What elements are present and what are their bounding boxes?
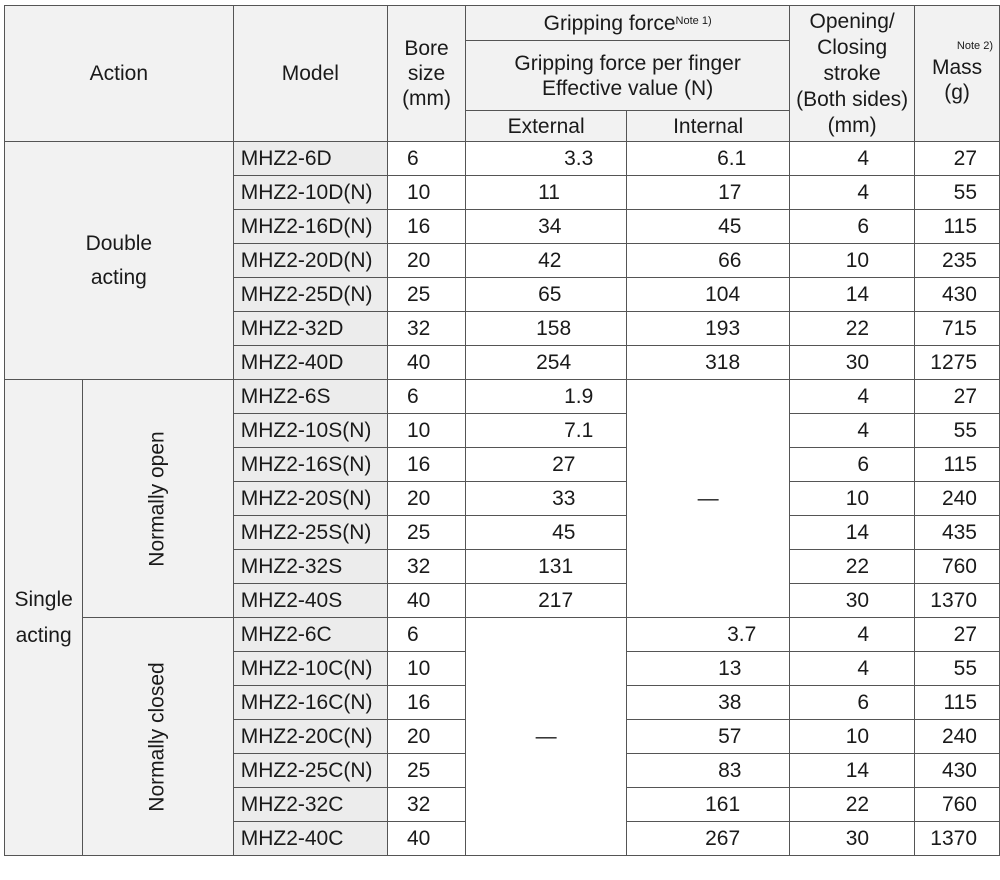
model-cell: MHZ2-20S(N) — [233, 482, 387, 516]
bore-cell: 20 — [388, 244, 466, 278]
mass-cell: 115 — [915, 210, 1000, 244]
stroke-cell: 10 — [790, 244, 915, 278]
model-cell: MHZ2-32S — [233, 550, 387, 584]
external-cell: 1.9 — [466, 380, 627, 414]
internal-cell: 38 — [627, 686, 790, 720]
external-cell: 42 — [466, 244, 627, 278]
external-cell: 45 — [466, 516, 627, 550]
mass-cell: 55 — [915, 652, 1000, 686]
stroke-cell: 22 — [790, 550, 915, 584]
external-cell: 254 — [466, 346, 627, 380]
mass-cell: 27 — [915, 142, 1000, 176]
internal-cell: 13 — [627, 652, 790, 686]
model-cell: MHZ2-6S — [233, 380, 387, 414]
internal-na-dash: — — [627, 380, 790, 618]
bore-header: Bore size (mm) — [388, 6, 466, 142]
internal-cell: 6.1 — [627, 142, 790, 176]
normally-closed-label: Normally closed — [83, 618, 233, 856]
table-row — [5, 618, 1000, 652]
mass-cell: 240 — [915, 720, 1000, 754]
external-cell: 3.3 — [466, 142, 627, 176]
model-cell: MHZ2-10S(N) — [233, 414, 387, 448]
stroke-cell: 14 — [790, 278, 915, 312]
mass-cell: 1275 — [915, 346, 1000, 380]
table-row — [5, 142, 1000, 176]
external-cell: 65 — [466, 278, 627, 312]
bore-cell: 32 — [388, 312, 466, 346]
mass-cell: 430 — [915, 754, 1000, 788]
stroke-cell: 30 — [790, 822, 915, 856]
external-cell: 217 — [466, 584, 627, 618]
stroke-header: Opening/ Closing stroke (Both sides) (mm) — [790, 6, 915, 142]
normally-open-label: Normally open — [83, 380, 233, 618]
mass-cell: 1370 — [915, 584, 1000, 618]
bore-cell: 32 — [388, 550, 466, 584]
stroke-cell: 22 — [790, 788, 915, 822]
model-cell: MHZ2-10D(N) — [233, 176, 387, 210]
note2-ref: Note 2) — [956, 40, 993, 52]
internal-cell: 57 — [627, 720, 790, 754]
external-cell: 34 — [466, 210, 627, 244]
internal-cell: 17 — [627, 176, 790, 210]
table-row — [5, 380, 1000, 414]
external-cell: 33 — [466, 482, 627, 516]
model-cell: MHZ2-10C(N) — [233, 652, 387, 686]
bore-cell: 10 — [388, 652, 466, 686]
external-cell: 27 — [466, 448, 627, 482]
stroke-cell: 10 — [790, 720, 915, 754]
model-header: Model — [233, 6, 387, 142]
bore-cell: 40 — [388, 346, 466, 380]
gripping-force-header: Gripping force$^{Note 1)}$ — [466, 6, 790, 41]
model-cell: MHZ2-6D — [233, 142, 387, 176]
model-cell: MHZ2-6C — [233, 618, 387, 652]
internal-cell: 3.7 — [627, 618, 790, 652]
model-cell: MHZ2-32D — [233, 312, 387, 346]
table-body — [5, 142, 1000, 856]
model-cell: MHZ2-32C — [233, 788, 387, 822]
mass-cell: 430 — [915, 278, 1000, 312]
bore-cell: 16 — [388, 448, 466, 482]
stroke-cell: 4 — [790, 652, 915, 686]
model-cell: MHZ2-40D — [233, 346, 387, 380]
table-header — [5, 6, 1000, 142]
stroke-cell: 4 — [790, 618, 915, 652]
bore-cell: 25 — [388, 516, 466, 550]
model-cell: MHZ2-40C — [233, 822, 387, 856]
stroke-cell: 4 — [790, 176, 915, 210]
bore-cell: 32 — [388, 788, 466, 822]
external-cell: 131 — [466, 550, 627, 584]
bore-cell: 25 — [388, 278, 466, 312]
model-cell: MHZ2-25C(N) — [233, 754, 387, 788]
mass-cell: 240 — [915, 482, 1000, 516]
model-cell: MHZ2-16D(N) — [233, 210, 387, 244]
bore-cell: 6 — [388, 618, 466, 652]
bore-cell: 6 — [388, 142, 466, 176]
stroke-cell: 30 — [790, 584, 915, 618]
model-cell: MHZ2-20C(N) — [233, 720, 387, 754]
stroke-cell: 14 — [790, 516, 915, 550]
external-cell: 7.1 — [466, 414, 627, 448]
mass-cell: 235 — [915, 244, 1000, 278]
mass-cell: 115 — [915, 448, 1000, 482]
stroke-cell: 6 — [790, 686, 915, 720]
mass-cell: 760 — [915, 788, 1000, 822]
stroke-cell: 6 — [790, 448, 915, 482]
mass-header: $^{Note 2)}$ Mass (g) — [915, 6, 1000, 142]
bore-cell: 25 — [388, 754, 466, 788]
mass-cell: 55 — [915, 176, 1000, 210]
bore-cell: 16 — [388, 210, 466, 244]
stroke-cell: 10 — [790, 482, 915, 516]
bore-cell: 10 — [388, 414, 466, 448]
mass-cell: 27 — [915, 380, 1000, 414]
per-finger-header: Gripping force per finger Effective value (N) — [466, 41, 790, 111]
internal-cell: 161 — [627, 788, 790, 822]
bore-cell: 40 — [388, 584, 466, 618]
stroke-cell: 22 — [790, 312, 915, 346]
double-acting-label: Double acting — [5, 142, 234, 380]
mass-cell: 435 — [915, 516, 1000, 550]
internal-cell: 193 — [627, 312, 790, 346]
stroke-cell: 30 — [790, 346, 915, 380]
spec-table — [4, 5, 1000, 856]
action-header: Action — [5, 6, 234, 142]
stroke-cell: 6 — [790, 210, 915, 244]
bore-cell: 20 — [388, 720, 466, 754]
external-header: External — [466, 111, 627, 142]
stroke-cell: 4 — [790, 414, 915, 448]
model-cell: MHZ2-20D(N) — [233, 244, 387, 278]
internal-cell: 45 — [627, 210, 790, 244]
bore-cell: 20 — [388, 482, 466, 516]
mass-cell: 715 — [915, 312, 1000, 346]
stroke-cell: 4 — [790, 142, 915, 176]
mass-cell: 115 — [915, 686, 1000, 720]
bore-cell: 16 — [388, 686, 466, 720]
mass-cell: 760 — [915, 550, 1000, 584]
external-cell: 11 — [466, 176, 627, 210]
internal-cell: 318 — [627, 346, 790, 380]
mass-cell: 55 — [915, 414, 1000, 448]
model-cell: MHZ2-25D(N) — [233, 278, 387, 312]
stroke-cell: 4 — [790, 380, 915, 414]
internal-cell: 267 — [627, 822, 790, 856]
model-cell: MHZ2-16S(N) — [233, 448, 387, 482]
external-na-dash: — — [466, 618, 627, 856]
internal-cell: 66 — [627, 244, 790, 278]
bore-cell: 40 — [388, 822, 466, 856]
external-cell: 158 — [466, 312, 627, 346]
internal-header: Internal — [627, 111, 790, 142]
internal-cell: 83 — [627, 754, 790, 788]
mass-cell: 27 — [915, 618, 1000, 652]
single-acting-label: Single acting — [5, 380, 83, 856]
mass-cell: 1370 — [915, 822, 1000, 856]
model-cell: MHZ2-40S — [233, 584, 387, 618]
bore-cell: 10 — [388, 176, 466, 210]
bore-cell: 6 — [388, 380, 466, 414]
note1-ref: Note 1) — [675, 14, 712, 27]
model-cell: MHZ2-25S(N) — [233, 516, 387, 550]
stroke-cell: 14 — [790, 754, 915, 788]
model-cell: MHZ2-16C(N) — [233, 686, 387, 720]
internal-cell: 104 — [627, 278, 790, 312]
